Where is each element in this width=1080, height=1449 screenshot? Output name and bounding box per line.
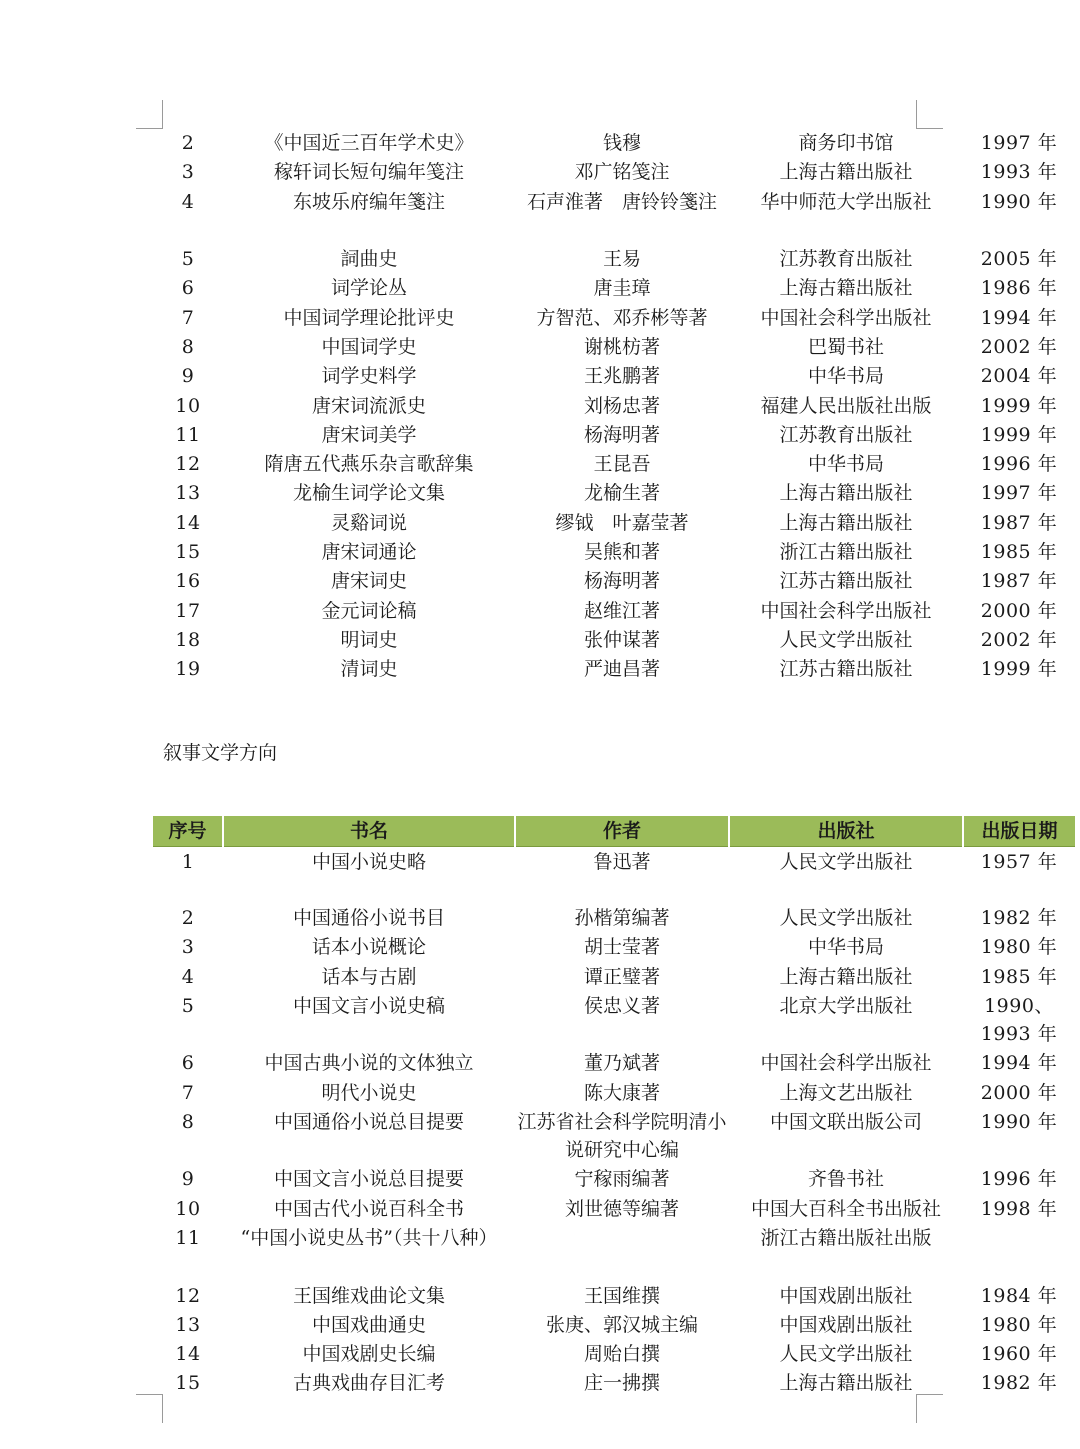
publish-year: 2004 年 <box>980 365 1058 388</box>
table-row <box>153 509 1075 538</box>
publish-year: 1997 年 <box>980 132 1058 154</box>
table-row <box>153 421 1075 450</box>
book-publisher: 人民文学出版社 <box>779 851 913 873</box>
book-author: 王兆鹏著 <box>583 365 660 388</box>
table-row <box>153 597 1075 626</box>
book-author: 龙榆生著 <box>583 482 660 505</box>
row-number: 2 <box>181 907 195 929</box>
book-title: 话本小说概论 <box>311 936 426 959</box>
row-number: 13 <box>175 1313 201 1336</box>
book-author: 缪钺 叶嘉莹著 <box>555 511 689 534</box>
book-author: 庄一拂撰 <box>583 1372 660 1395</box>
book-title: 唐宋词流派史 <box>311 394 426 417</box>
book-author: 王国维撰 <box>583 1284 660 1307</box>
table-row <box>153 626 1075 655</box>
book-publisher: 人民文学出版社 <box>779 1343 913 1366</box>
row-number: 9 <box>181 1168 195 1191</box>
book-title: 龙榆生词学论文集 <box>292 482 445 505</box>
table-row <box>153 1224 1075 1282</box>
table-row <box>153 933 1075 962</box>
row-number: 7 <box>181 306 195 329</box>
book-author: 谭正璧著 <box>583 965 660 988</box>
row-number: 14 <box>175 511 201 534</box>
book-title: 詞曲史 <box>340 248 398 271</box>
row-number: 10 <box>175 394 201 417</box>
row-number: 6 <box>181 1052 195 1075</box>
book-publisher: 浙江古籍出版社出版 <box>760 1227 932 1250</box>
book-publisher: 江苏教育出版社 <box>779 248 913 271</box>
row-number: 5 <box>181 248 195 271</box>
table-row <box>153 538 1075 567</box>
book-publisher: 人民文学出版社 <box>779 628 913 651</box>
publish-year: 1982 年 <box>980 907 1058 929</box>
book-author: 王昆吾 <box>593 453 651 476</box>
book-publisher: 巴蜀书社 <box>807 335 884 358</box>
table-row <box>153 274 1075 303</box>
book-author: 宁稼雨编著 <box>574 1168 670 1191</box>
publish-year: 2000 年 <box>980 599 1058 622</box>
book-publisher: 上海古籍出版社 <box>779 482 913 505</box>
publish-year: 1990、1993 年 <box>980 994 1058 1045</box>
table-row <box>153 392 1075 421</box>
book-author: 鲁迅著 <box>593 851 651 873</box>
table-row <box>153 567 1075 596</box>
book-title: 明词史 <box>340 628 398 651</box>
book-author <box>515 1224 729 1282</box>
book-title: 词学论丛 <box>330 277 407 300</box>
book-title: 词学史料学 <box>321 365 417 388</box>
book-publisher: 中华书局 <box>807 936 884 959</box>
header-number: 序号 <box>153 816 223 847</box>
book-publisher: 上海古籍出版社 <box>779 1372 913 1395</box>
table-row <box>153 1340 1075 1369</box>
book-title: 中国词学理论批评史 <box>283 306 455 329</box>
table-row <box>153 158 1075 187</box>
publish-year: 1998 年 <box>980 1197 1058 1220</box>
book-publisher: 上海古籍出版社 <box>779 511 913 534</box>
book-publisher: 中国文联出版公司 <box>769 1110 922 1133</box>
book-title: 中国词学史 <box>321 335 417 358</box>
header-year: 出版日期 <box>963 816 1075 847</box>
row-number: 18 <box>175 628 201 651</box>
table-row <box>153 847 1075 905</box>
row-number: 7 <box>181 1081 195 1104</box>
publish-year: 1987 年 <box>980 570 1058 593</box>
book-author: 吴熊和著 <box>583 541 660 564</box>
table-row <box>153 1311 1075 1340</box>
table-row <box>153 1049 1075 1078</box>
book-author: 陈大康著 <box>583 1081 660 1104</box>
book-publisher: 中华书局 <box>807 365 884 388</box>
row-number: 19 <box>175 658 201 681</box>
book-author: 杨海明著 <box>583 423 660 446</box>
row-number: 5 <box>181 994 195 1017</box>
book-author: 钱穆 <box>602 132 641 154</box>
narrative-books-table <box>153 816 1075 1399</box>
book-author: 严迪昌著 <box>583 658 660 681</box>
publish-year: 1986 年 <box>980 277 1058 300</box>
publish-year: 1960 年 <box>980 1343 1058 1366</box>
book-publisher: 中国戏剧出版社 <box>779 1284 913 1307</box>
section-title: 叙事文学方向 <box>163 742 278 764</box>
publish-year: 1994 年 <box>980 306 1058 329</box>
book-author: 张仲谋著 <box>583 628 660 651</box>
book-author: 董乃斌著 <box>583 1052 660 1075</box>
book-author: 孙楷第编著 <box>574 907 670 929</box>
book-author: 江苏省社会科学院明清小说研究中心编 <box>517 1110 727 1161</box>
publish-year: 1982 年 <box>980 1372 1058 1395</box>
book-author: 周贻白撰 <box>583 1343 660 1366</box>
book-title: 唐宋词史 <box>330 570 407 593</box>
book-author: 唐圭璋 <box>593 277 651 300</box>
table-row <box>153 362 1075 391</box>
book-publisher: 中国戏剧出版社 <box>779 1313 913 1336</box>
row-number: 4 <box>181 190 195 213</box>
publish-year: 1990 年 <box>980 190 1058 213</box>
book-author: 杨海明著 <box>583 570 660 593</box>
book-author: 刘世德等编著 <box>564 1197 679 1220</box>
publish-year: 1993 年 <box>980 161 1058 184</box>
header-publisher: 出版社 <box>729 816 963 847</box>
book-title: “中国小说史丛书”（共十八种） <box>240 1227 498 1250</box>
book-title: 中国文言小说史稿 <box>292 994 445 1017</box>
book-title: 灵谿词说 <box>330 511 407 534</box>
row-number: 13 <box>175 482 201 505</box>
table-row <box>153 655 1075 684</box>
book-publisher: 上海古籍出版社 <box>779 965 913 988</box>
book-publisher: 齐鲁书社 <box>807 1168 884 1191</box>
book-title: 《中国近三百年学术史》 <box>264 132 474 154</box>
book-publisher: 江苏古籍出版社 <box>779 658 913 681</box>
row-number: 2 <box>181 132 195 154</box>
book-publisher: 上海古籍出版社 <box>779 161 913 184</box>
header-author: 作者 <box>515 816 729 847</box>
book-title: 古典戏曲存目汇考 <box>292 1372 445 1395</box>
table-row <box>153 963 1075 992</box>
row-number: 15 <box>175 1372 201 1395</box>
row-number: 12 <box>175 1284 201 1307</box>
table-header-row <box>153 816 1075 847</box>
book-publisher: 上海文艺出版社 <box>779 1081 913 1104</box>
book-publisher: 中国大百科全书出版社 <box>750 1197 941 1220</box>
publish-year: 2005 年 <box>980 248 1058 271</box>
publish-year: 1985 年 <box>980 541 1058 564</box>
book-publisher: 华中师范大学出版社 <box>760 190 932 213</box>
book-author: 邓广铭笺注 <box>574 161 670 184</box>
book-title: 金元词论稿 <box>321 599 417 622</box>
book-title: 话本与古剧 <box>321 965 417 988</box>
row-number: 14 <box>175 1343 201 1366</box>
publish-year: 1985 年 <box>980 965 1058 988</box>
publish-year: 1996 年 <box>980 1168 1058 1191</box>
publish-year: 1990 年 <box>980 1110 1058 1133</box>
book-publisher: 福建人民出版社出版 <box>760 394 932 417</box>
ci-books-table <box>153 129 1075 685</box>
row-number: 8 <box>181 335 195 358</box>
book-title: 中国文言小说总目提要 <box>273 1168 464 1191</box>
crop-mark-top-left <box>136 100 163 129</box>
table-row <box>153 1282 1075 1311</box>
book-author: 张庚、郭汉城主编 <box>545 1313 698 1336</box>
table-row <box>153 333 1075 362</box>
book-publisher: 江苏古籍出版社 <box>779 570 913 593</box>
publish-year: 1984 年 <box>980 1284 1058 1307</box>
book-title: 王国维戏曲论文集 <box>292 1284 445 1307</box>
row-number: 11 <box>175 423 201 446</box>
table-row <box>153 188 1075 246</box>
publish-year: 1987 年 <box>980 511 1058 534</box>
table-row <box>153 304 1075 333</box>
row-number: 11 <box>175 1227 201 1250</box>
row-number: 6 <box>181 277 195 300</box>
row-number: 10 <box>175 1197 201 1220</box>
book-title: 唐宋词通论 <box>321 541 417 564</box>
book-title: 中国戏剧史长编 <box>302 1343 436 1366</box>
book-title: 稼轩词长短句编年笺注 <box>273 161 464 184</box>
publish-year: 1999 年 <box>980 394 1058 417</box>
book-publisher: 上海古籍出版社 <box>779 277 913 300</box>
book-author: 谢桃枋著 <box>583 335 660 358</box>
row-number: 4 <box>181 965 195 988</box>
book-title: 中国通俗小说书目 <box>292 907 445 929</box>
publish-year: 1999 年 <box>980 658 1058 681</box>
row-number: 17 <box>175 599 201 622</box>
book-publisher: 中国社会科学出版社 <box>760 1052 932 1075</box>
book-title: 中国通俗小说总目提要 <box>273 1110 464 1133</box>
table-row <box>153 1369 1075 1398</box>
table-row <box>153 245 1075 274</box>
table-row <box>153 1195 1075 1224</box>
book-publisher: 中国社会科学出版社 <box>760 599 932 622</box>
table-row <box>153 1079 1075 1108</box>
publish-year: 1980 年 <box>980 936 1058 959</box>
table-row <box>153 479 1075 508</box>
row-number: 16 <box>175 570 201 593</box>
publish-year: 1996 年 <box>980 453 1058 476</box>
publish-year: 2000 年 <box>980 1081 1058 1104</box>
row-number: 8 <box>181 1110 195 1133</box>
book-publisher: 江苏教育出版社 <box>779 423 913 446</box>
book-publisher: 北京大学出版社 <box>779 994 913 1017</box>
row-number: 3 <box>181 161 195 184</box>
header-title: 书名 <box>223 816 515 847</box>
book-title: 中国戏曲通史 <box>311 1313 426 1336</box>
book-title: 东坡乐府编年箋注 <box>292 190 445 213</box>
book-author: 王易 <box>602 248 641 271</box>
book-author: 方智范、邓乔彬等著 <box>536 306 708 329</box>
book-author: 石声淮著 唐铃铃箋注 <box>526 190 717 213</box>
publish-year: 2002 年 <box>980 335 1058 358</box>
publish-year: 2002 年 <box>980 628 1058 651</box>
publish-year: 1980 年 <box>980 1313 1058 1336</box>
table-row <box>153 904 1075 933</box>
book-publisher: 中国社会科学出版社 <box>760 306 932 329</box>
table-row <box>153 1108 1075 1166</box>
publish-year: 1997 年 <box>980 482 1058 505</box>
book-title: 中国古典小说的文体独立 <box>264 1052 474 1075</box>
book-publisher: 人民文学出版社 <box>779 907 913 929</box>
book-author: 刘杨忠著 <box>583 394 660 417</box>
publish-year <box>963 1224 1075 1282</box>
crop-mark-top-right <box>916 100 943 129</box>
book-title: 明代小说史 <box>321 1081 417 1104</box>
row-number: 3 <box>181 936 195 959</box>
row-number: 15 <box>175 541 201 564</box>
row-number: 1 <box>181 851 195 873</box>
publish-year: 1999 年 <box>980 423 1058 446</box>
row-number: 12 <box>175 453 201 476</box>
book-publisher: 中华书局 <box>807 453 884 476</box>
book-title: 中国小说史略 <box>311 851 426 873</box>
publish-year: 1994 年 <box>980 1052 1058 1075</box>
table-row <box>153 129 1075 158</box>
book-author: 赵维江著 <box>583 599 660 622</box>
table-row <box>153 450 1075 479</box>
book-author: 侯忠义著 <box>583 994 660 1017</box>
book-publisher: 商务印书馆 <box>798 132 894 154</box>
book-author: 胡士莹著 <box>583 936 660 959</box>
book-title: 隋唐五代燕乐杂言歌辞集 <box>264 453 474 476</box>
row-number: 9 <box>181 365 195 388</box>
book-title: 中国古代小说百科全书 <box>273 1197 464 1220</box>
book-title: 唐宋词美学 <box>321 423 417 446</box>
publish-year: 1957 年 <box>980 851 1058 873</box>
book-publisher: 浙江古籍出版社 <box>779 541 913 564</box>
table-row <box>153 1165 1075 1194</box>
table-row <box>153 992 1075 1050</box>
book-title: 清词史 <box>340 658 398 681</box>
